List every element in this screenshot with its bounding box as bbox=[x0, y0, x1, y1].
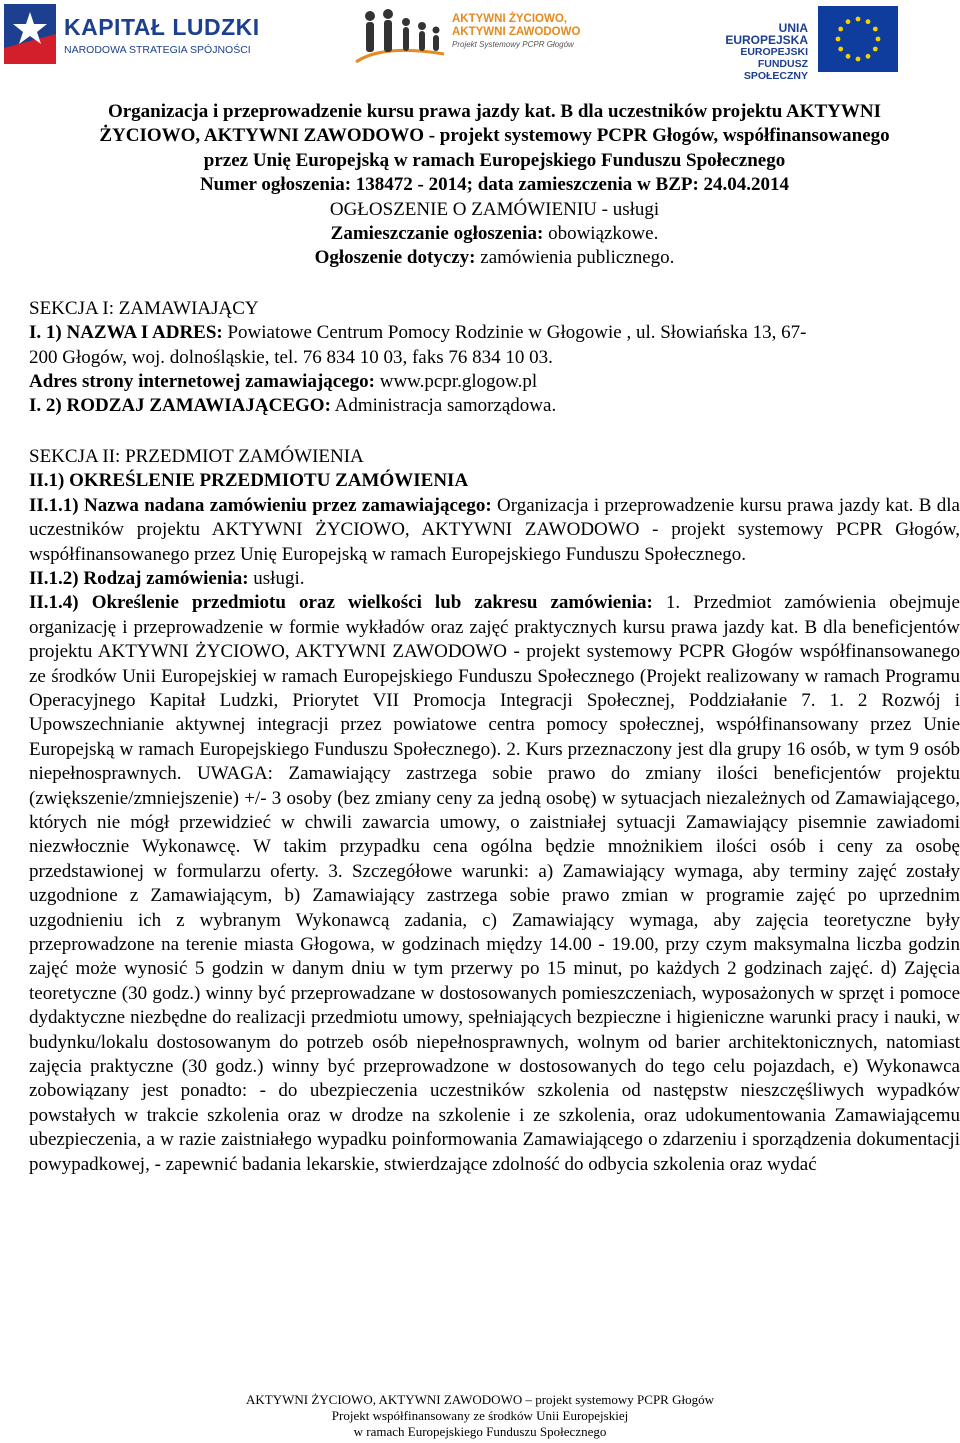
order-scope-value: 1. Przedmiot zamówienia obejmuje organizację i przeprowadzenie w formie wykładów oraz zajęć praktycznych kursu prawa jazdy kat. B dla beneficjentów projektu AKTYWNI ŻYCIOWO, AKTYWNI ZAWODOWO - projekt systemowy PCPR Głogów współfinansowanego ze środków Unii Europejskiej w ramach Europejskiego Funduszu Społecznego (Projekt realizowany w ramach Programu Operacyjnego Kapitał Ludzki, Priorytet VII Promocja Integracji Społecznej, Poddziałanie 7. 1. 2 Rozwój i Upowszechnianie aktywnej integracji przez powiatowe centra pomocy społecznej, współfinansowany przez Unie Europejską w ramach Europejskiego Funduszu Społecznego). 2. Kurs przeznaczony jest dla grupy 16 osób, w tym 9 osób niepełnosprawnych. UWAGA: Zamawiający zastrzega sobie prawo do zmiany ilości beneficjentów projektu (zwiększenie/zmniejszenie) +/- 3 osoby (bez zmiany ceny za jedną osobę) w sytuacjach niezależnych od Zamawiającego, których nie mógł przewidzieć w chwili zawarcia umowy, o zaistniałej sytuacji Zamawiający pisemnie zawiadomi niezwłocznie Wykonawcę. W takim przypadku cena ogólna będzie mnożnikiem ilości osób i ceny za osobę przedstawionej w formularzu oferty. 3. Szczegółowe warunki: a) Zamawiający wymaga, aby terminy zajęć zostały uzgodnione z Zamawiającym, b) Zamawiający zastrzega sobie prawo zmian w programie zajęć po uprzednim uzgodnieniu ich z wybranym Wykonawcą zadania, c) Zamawiający wymaga, aby zajęcia teoretyczne były przeprowadzone na terenie miasta Głogowa, w godzinach między 14.00 - 19.00, przy czym maksymalna liczba godzin zajęć może wynosić 5 godzin w danym dniu w tym przerwy po 15 minut, po każdych 2 godzinach zajęć. d) Zajęcia teoretyczne (30 godz.) winny być przeprowadzane w dostosowanych pomieszczeniach, wyposażonych w sprzęt i pomoce dydaktyczne niezbędne do realizacji przedmiotu umowy, spełniających bezpieczne i higieniczne warunki pracy i nauki, w budynku/lokalu dostosowanym do potrzeb osób niepełnosprawnych, wolnym od barier architektonicznych, natomiast zajęcia praktyczne (30 godz.) winny być przeprowadzone w dostosowanych do tego celu pojazdach, e) Wykonawca zobowiązany jest ponadto: - do ubezpieczenia uczestników szkolenia od następstw nieszczęśliwych wypadków powstałych w trakcie szkolenia oraz w drodze na szkolenie i ze szkolenia, oraz udokumentowania Zamawiającemu ubezpieczenia, a w razie zaistniałego wypadku poinformowania Zamawiającego o zdarzeniu i sporządzenia dokumentacji powypadkowej, - zapewnić badania lekarskie, stwierdzające zdolność do odbycia szkolenia oraz wydać bbox=[29, 592, 960, 1175]
family-figures-icon bbox=[352, 4, 447, 68]
eu-logo-line1: UNIA EUROPEJSKA bbox=[725, 21, 808, 47]
aktywni-title bbox=[452, 13, 580, 39]
footer-line-1: AKTYWNI ŻYCIOWO, AKTYWNI ZAWODOWO – projekt systemowy PCPR Głogów bbox=[246, 1392, 714, 1407]
title-line-2: ŻYCIOWO, AKTYWNI ZAWODOWO - projekt systemowy PCPR Głogów, współfinansowanego bbox=[99, 125, 890, 147]
section1-heading: SEKCJA I: ZAMAWIAJĄCY bbox=[29, 297, 259, 319]
section2-subheading: II.1) OKREŚLENIE PRZEDMIOTU ZAMÓWIENIA bbox=[29, 470, 469, 492]
eu-logo bbox=[700, 2, 900, 82]
order-scope-label: II.1.4) Określenie przedmiotu oraz wielkości lub zakresu zamówienia: bbox=[29, 592, 653, 614]
concerns-line bbox=[29, 246, 960, 270]
kapital-ludzki-subtitle: NARODOWA STRATEGIA SPÓJNOŚCI bbox=[64, 44, 251, 56]
document-body bbox=[29, 100, 960, 1177]
title-line-4: Numer ogłoszenia: 138472 - 2014; data zamieszczenia w BZP: 24.04.2014 bbox=[199, 174, 790, 196]
aktywni-logo bbox=[352, 4, 582, 68]
aktywni-title-line1: AKTYWNI ŻYCIOWO, bbox=[452, 13, 567, 25]
footer-line-3: w ramach Europejskiego Funduszu Społecznego bbox=[353, 1424, 607, 1439]
footer-line-2: Projekt współfinansowany ze środków Unii Europejskiej bbox=[331, 1408, 629, 1423]
order-kind-value: usługi. bbox=[253, 567, 305, 589]
order-scope-paragraph bbox=[29, 591, 960, 1177]
order-kind-label: II.1.2) Rodzaj zamówienia: bbox=[29, 567, 249, 589]
eu-logo-line3: FUNDUSZ SPOŁECZNY bbox=[743, 58, 808, 82]
document-title bbox=[29, 100, 960, 271]
header-logos bbox=[0, 0, 960, 86]
contracting-type-label: I. 2) RODZAJ ZAMAWIAJĄCEGO: bbox=[29, 395, 331, 417]
eu-logo-text bbox=[708, 22, 808, 82]
order-name-label: II.1.1) Nazwa nadana zamówieniu przez zamawiającego: bbox=[29, 494, 492, 516]
contracting-name-label: I. 1) NAZWA I ADRES: bbox=[29, 322, 223, 344]
eu-flag-icon bbox=[818, 6, 898, 72]
title-line-1: Organizacja i przeprowadzenie kursu prawa jazdy kat. B dla uczestników projektu AKTYWNI bbox=[107, 101, 882, 122]
placement-label: Zamieszczanie ogłoszenia: bbox=[330, 223, 544, 245]
contracting-type-value: Administracja samorządowa. bbox=[334, 395, 557, 417]
aktywni-title-line2: AKTYWNI ZAWODOWO bbox=[452, 26, 581, 38]
website-value: www.pcpr.glogow.pl bbox=[379, 371, 538, 393]
kapital-ludzki-title: KAPITAŁ LUDZKI bbox=[64, 14, 260, 40]
eu-logo-line2: EUROPEJSKI bbox=[740, 46, 808, 58]
placement-line bbox=[29, 222, 960, 246]
order-kind-line bbox=[29, 567, 960, 591]
page-footer bbox=[0, 1392, 960, 1440]
concerns-value: zamówienia publicznego. bbox=[480, 247, 675, 269]
placement-value: obowiązkowe. bbox=[548, 223, 659, 245]
order-name-value: Organizacja i przeprowadzenie kursu prawa jazdy kat. B dla uczestników projektu AKTYWNI ŻYCIOWO, AKTYWNI ZAWODOWO - projekt systemowy PCPR Głogów, współfinansowanego przez Unię Europejską w ramach Europejskiego Funduszu Społecznego. bbox=[29, 494, 960, 565]
concerns-label: Ogłoszenie dotyczy: bbox=[314, 247, 476, 269]
order-name-paragraph bbox=[29, 494, 960, 567]
website-line bbox=[29, 370, 960, 394]
kapital-ludzki-logo bbox=[4, 4, 260, 64]
website-label: Adres strony internetowej zamawiającego: bbox=[29, 371, 375, 393]
contracting-name-value: Powiatowe Centrum Pomocy Rodzinie w Głogowie , ul. Słowiańska 13, 67- bbox=[227, 322, 807, 344]
aktywni-subtitle: Projekt Systemowy PCPR Głogów bbox=[452, 40, 574, 49]
section2-heading: SEKCJA II: PRZEDMIOT ZAMÓWIENIA bbox=[29, 445, 364, 467]
contracting-type-line bbox=[29, 394, 960, 418]
kapital-ludzki-star-icon bbox=[4, 4, 56, 64]
title-line-3: przez Unię Europejską w ramach Europejskiego Funduszu Społecznego bbox=[203, 149, 786, 171]
notice-type: OGŁOSZENIE O ZAMÓWIENIU - usługi bbox=[329, 198, 660, 220]
contracting-name-line bbox=[29, 321, 960, 345]
contracting-address-value: 200 Głogów, woj. dolnośląskie, tel. 76 834 10 03, faks 76 834 10 03. bbox=[29, 346, 553, 368]
